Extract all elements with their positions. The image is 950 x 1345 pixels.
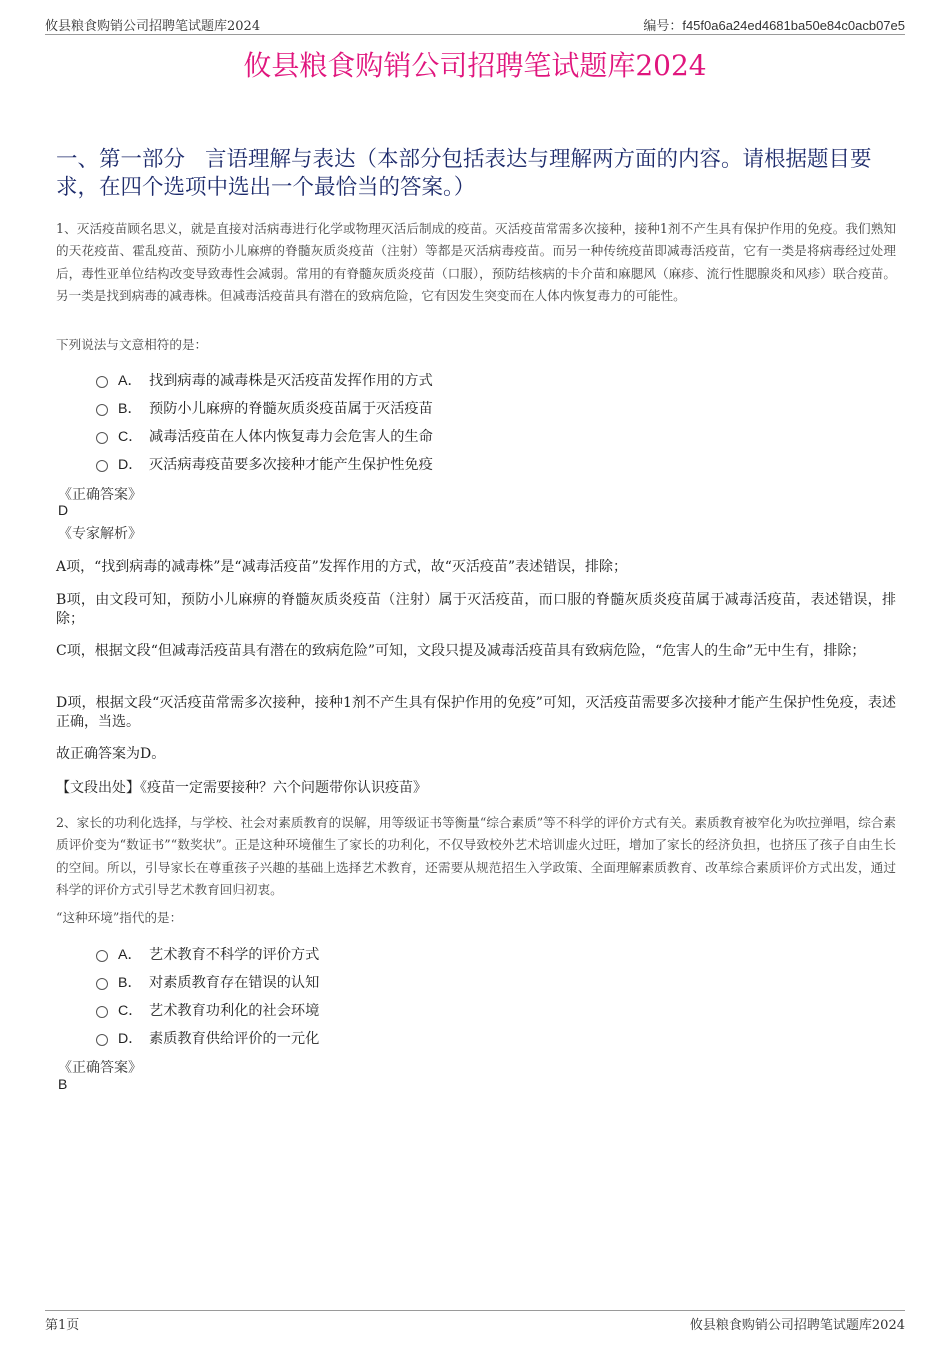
question-1-answer: D [58,502,69,518]
question-2-answer: B [58,1076,68,1092]
analysis-conclusion: 故正确答案为D。 [56,746,166,762]
question-1-source: 【文段出处】《疫苗一定需要接种？六个问题带你认识疫苗》 [56,780,427,796]
question-1-option-b[interactable]: B． 预防小儿麻痹的脊髓灰质炎疫苗属于灭活疫苗 [96,394,433,422]
question-1-option-c[interactable]: C． 减毒活疫苗在人体内恢复毒力会危害人的生命 [96,422,433,450]
section-heading [56,146,896,202]
question-2-passage: 2、家长的功利化选择，与学校、社会对素质教育的误解，用等级证书等衡量“综合素质”等不科学的评价方式有关。素质教育被窄化为吹拉弹唱，综合素质评价变为“数证书”“数奖状”。正是这种环境催生了家长的功利化，不仅导致校外艺术培训虚火过旺，增加了家长的经济负担，也挤压了孩子自由生长的空间。所以，引导家长在尊重孩子兴趣的基础上选择艺术教育，还需要从规范招生入学政策、全面理解素质教育、改革综合素质评价方式出发，通过科学的评价方式引导艺术教育回归初衷。 [56,815,896,898]
analysis-item-b: B项，由文段可知，预防小儿麻痹的脊髓灰质炎疫苗（注射）属于灭活疫苗，而口服的脊髓灰质炎疫苗属于减毒活疫苗，表述错误，排除； [56,592,896,627]
header-left-text: 攸县粮食购销公司招聘笔试题库2024 [45,19,261,34]
header-document-id: 编号：f45f0a6a24ed4681ba50e84c0acb07e5 [643,18,905,33]
question-2-option-c[interactable]: C． 艺术教育功利化的社会环境 [96,996,319,1024]
question-2-prompt: “这种环境”指代的是： [56,910,183,925]
radio-icon[interactable] [96,460,108,472]
question-1-option-a[interactable]: A． 找到病毒的减毒株是灭活疫苗发挥作用的方式 [96,366,433,394]
question-2-options [96,940,319,1052]
question-1-passage: 1、灭活疫苗顾名思义，就是直接对活病毒进行化学或物理灭活后制成的疫苗。灭活疫苗常需多次接种，接种1剂不产生具有保护作用的免疫。我们熟知的天花疫苗、霍乱疫苗、预防小儿麻痹的脊髓灰质炎疫苗（注射）等都是灭活病毒疫苗。而另一种传统疫苗即减毒活疫苗，它有一类是将病毒经过处理后，毒性亚单位结构改变导致毒性会减弱。常用的有脊髓灰质炎疫苗（口服），预防结核病的卡介苗和麻腮风（麻疹、流行性腮腺炎和风疹）联合疫苗。另一类是找到病毒的减毒株。但减毒活疫苗具有潜在的致病危险，它有因发生突变而在人体内恢复毒力的可能性。 [56,221,896,304]
document-title: 攸县粮食购销公司招聘笔试题库2024 [243,49,707,82]
section-text: 言语理解与表达（本部分包括表达与理解两方面的内容。请根据题目要求，在四个选项中选出一个最恰当的答案。） [56,147,872,200]
radio-icon[interactable] [96,978,108,990]
radio-icon[interactable] [96,1006,108,1018]
footer-title: 攸县粮食购销公司招聘笔试题库2024 [689,1318,905,1333]
radio-icon[interactable] [96,376,108,388]
radio-icon[interactable] [96,1034,108,1046]
question-2-answer-label: 《正确答案》 [58,1060,142,1076]
analysis-item-c: C项，根据文段“但减毒活疫苗具有潜在的致病危险”可知，文段只提及减毒活疫苗具有致病危险，“危害人的生命”无中生有，排除； [56,643,866,659]
question-1-analysis-label: 《专家解析》 [58,526,142,542]
question-2-option-b[interactable]: B． 对素质教育存在错误的认知 [96,968,319,996]
page-footer [45,1310,905,1331]
question-2-option-a[interactable]: A． 艺术教育不科学的评价方式 [96,940,319,968]
question-2-option-d[interactable]: D． 素质教育供给评价的一元化 [96,1024,319,1052]
question-1-options [96,366,433,478]
page-number: 第1页 [45,1318,80,1333]
question-1-option-d[interactable]: D． 灭活病毒疫苗要多次接种才能产生保护性免疫 [96,450,433,478]
radio-icon[interactable] [96,432,108,444]
section-label: 一、第一部分 [56,147,186,172]
radio-icon[interactable] [96,950,108,962]
analysis-item-a: A项，“找到病毒的减毒株”是“减毒活疫苗”发挥作用的方式，故“灭活疫苗”表述错误，排除； [56,559,628,575]
radio-icon[interactable] [96,404,108,416]
question-1-answer-label: 《正确答案》 [58,487,142,503]
question-1-prompt: 下列说法与文意相符的是： [56,337,208,352]
analysis-item-d: D项，根据文段“灭活疫苗常需多次接种，接种1剂不产生具有保护作用的免疫”可知，灭活疫苗需要多次接种才能产生保护性免疫，表述正确，当选。 [56,695,896,730]
page-header [45,14,905,35]
